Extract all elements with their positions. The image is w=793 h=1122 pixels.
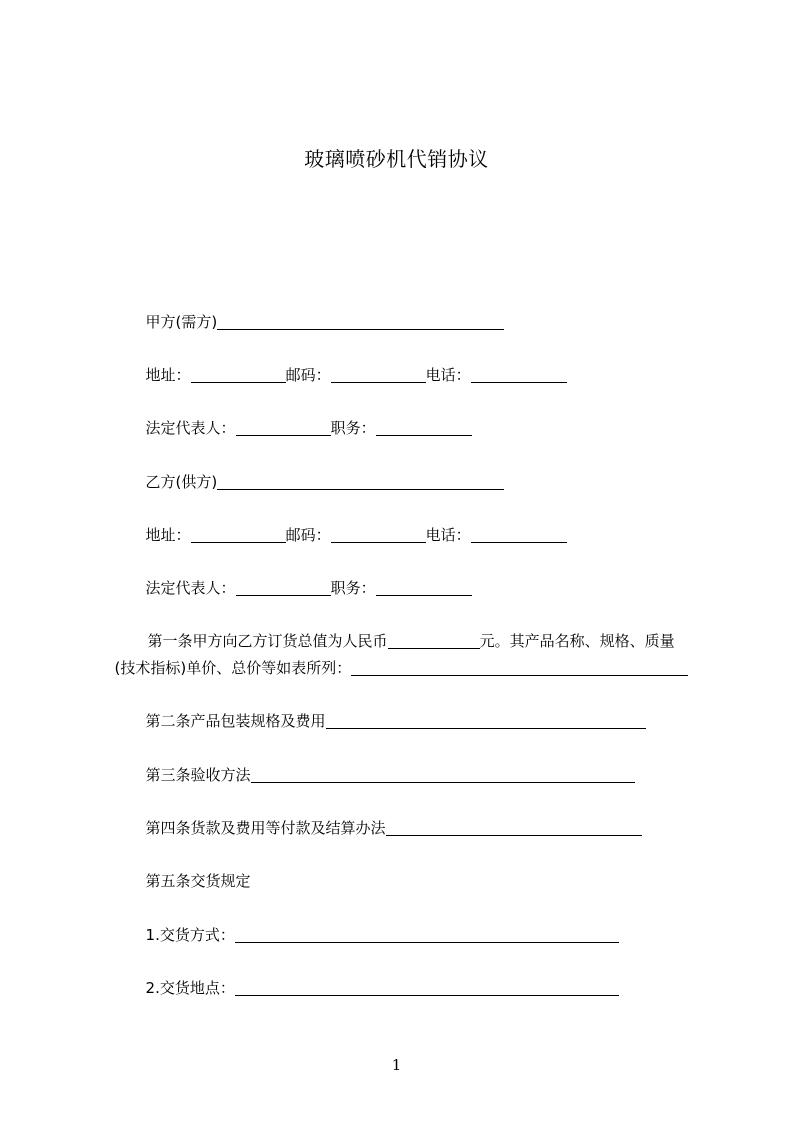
party-a-blank[interactable] xyxy=(217,313,504,330)
party-b-address-blank[interactable] xyxy=(191,526,286,543)
party-b-label: 乙方(供方) xyxy=(145,473,218,491)
party-b-phone-label: 电话： xyxy=(425,526,471,544)
item-1-label: 1.交货方式： xyxy=(145,926,235,944)
article-1-text-end: 元。其产品名称、规格、质量 xyxy=(479,632,675,650)
article-2-text: 第二条产品包装规格及费用 xyxy=(145,712,326,730)
party-b-line xyxy=(136,452,504,492)
article-3-blank[interactable] xyxy=(251,766,635,783)
party-a-address-label: 地址： xyxy=(145,366,191,384)
party-b-position-label: 职务： xyxy=(330,579,376,597)
article-1-table-blank[interactable] xyxy=(351,659,688,676)
party-b-rep-label: 法定代表人： xyxy=(145,579,236,597)
party-b-postcode-label: 邮码： xyxy=(285,526,331,544)
article-2-line xyxy=(136,691,646,731)
article-4-line xyxy=(136,798,642,838)
article-1-text-wrap: (技术指标)单价、总价等如表所列： xyxy=(114,659,352,677)
article-3-line xyxy=(136,745,635,785)
item-2-line xyxy=(136,958,619,998)
party-a-position-blank[interactable] xyxy=(376,419,472,436)
item-1-line xyxy=(136,905,619,945)
party-a-rep-blank[interactable] xyxy=(236,419,331,436)
article-3-text: 第三条验收方法 xyxy=(145,766,251,784)
item-1-blank[interactable] xyxy=(235,926,619,943)
party-b-blank[interactable] xyxy=(217,473,504,490)
party-a-phone-blank[interactable] xyxy=(471,366,567,383)
party-a-label: 甲方(需方) xyxy=(145,313,218,331)
document-title: 玻璃喷砂机代销协议 xyxy=(304,147,489,171)
item-2-blank[interactable] xyxy=(235,979,619,996)
party-a-postcode-blank[interactable] xyxy=(331,366,426,383)
party-b-contact-line xyxy=(136,505,567,545)
party-b-rep-blank[interactable] xyxy=(236,579,331,596)
party-a-position-label: 职务： xyxy=(330,419,376,437)
party-b-phone-blank[interactable] xyxy=(471,526,567,543)
party-b-postcode-blank[interactable] xyxy=(331,526,426,543)
article-4-blank[interactable] xyxy=(386,819,642,836)
article-1-text-start: 第一条甲方向乙方订货总值为人民币 xyxy=(147,632,388,650)
party-b-rep-line xyxy=(136,558,472,598)
party-a-line xyxy=(136,292,504,332)
item-2-label: 2.交货地点： xyxy=(145,979,235,997)
party-a-contact-line xyxy=(136,345,567,385)
article-5-text: 第五条交货规定 xyxy=(145,872,251,890)
party-a-postcode-label: 邮码： xyxy=(285,366,331,384)
party-b-position-blank[interactable] xyxy=(376,579,472,596)
party-a-address-blank[interactable] xyxy=(191,366,286,383)
party-a-rep-line xyxy=(136,398,472,438)
page-number: 1 xyxy=(391,1056,402,1074)
party-a-rep-label: 法定代表人： xyxy=(145,419,236,437)
article-1-line-2 xyxy=(105,638,688,678)
article-4-text: 第四条货款及费用等付款及结算办法 xyxy=(145,819,386,837)
article-5-line xyxy=(136,851,251,891)
party-b-address-label: 地址： xyxy=(145,526,191,544)
article-2-blank[interactable] xyxy=(326,712,646,729)
party-a-phone-label: 电话： xyxy=(425,366,471,384)
